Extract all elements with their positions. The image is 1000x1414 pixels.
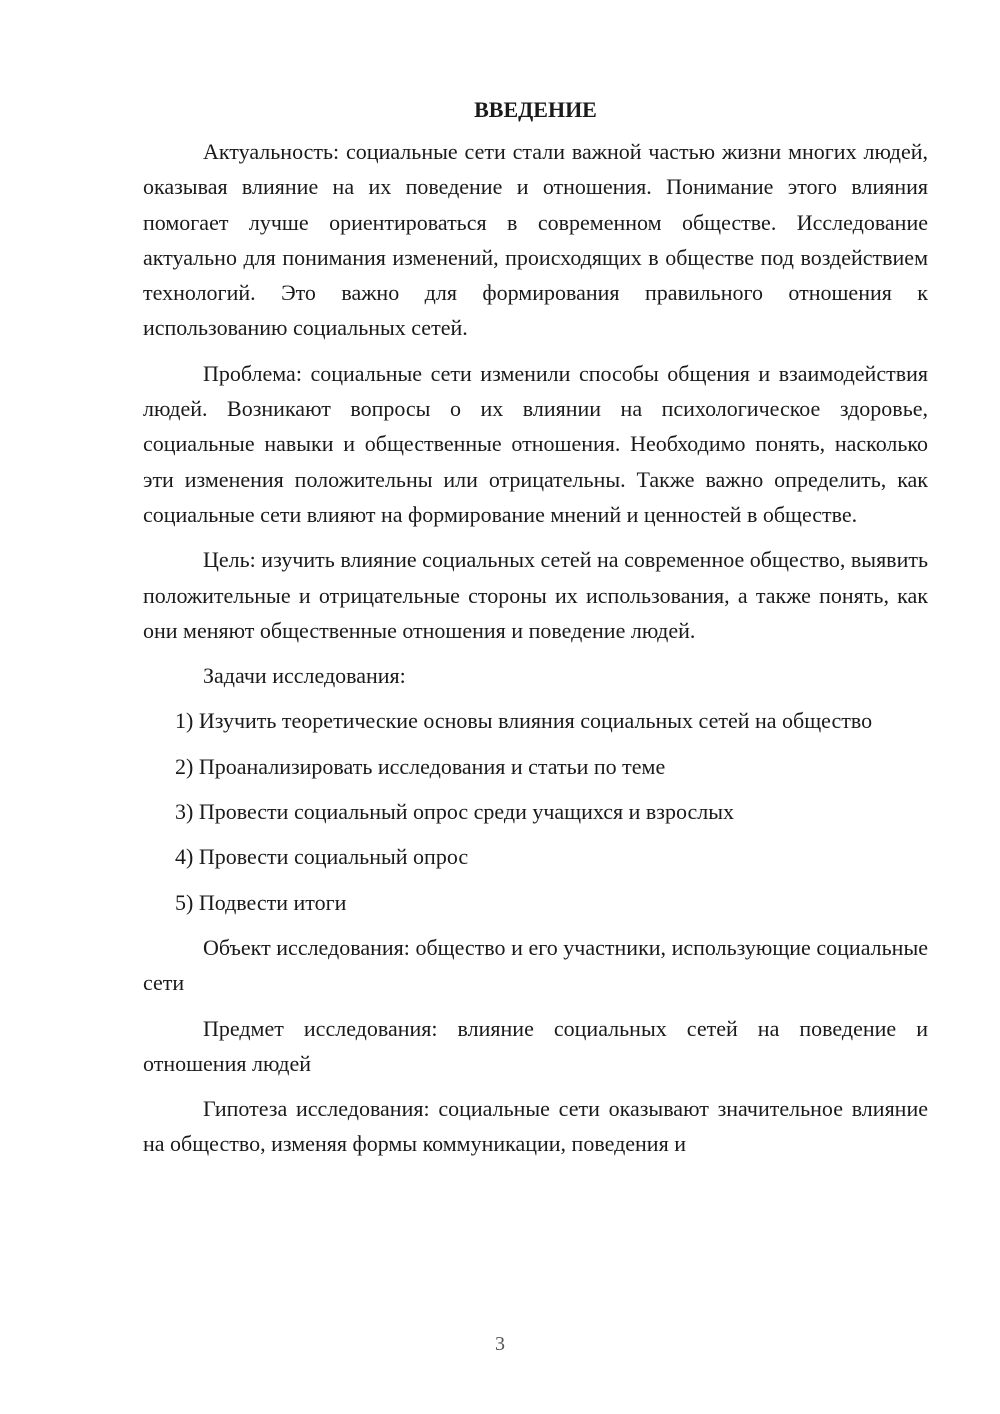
page-content	[143, 92, 928, 1172]
tasks-title: Задачи исследования:	[203, 663, 406, 689]
goal-paragraph: Цель: изучить влияние социальных сетей на современное общество, выявить положительные и отрицательные стороны их использования, а также понять, как они меняют общественные отношения и поведение людей.	[143, 547, 928, 643]
page-number: 3	[495, 1333, 505, 1355]
task-item-1: 1) Изучить теоретические основы влияния социальных сетей на общество	[175, 708, 873, 734]
hypothesis-paragraph: Гипотеза исследования: социальные сети оказывают значительное влияние на общество, изменяя формы коммуникации, поведения и	[143, 1096, 928, 1157]
problem-paragraph: Проблема: социальные сети изменили способы общения и взаимодействия людей. Возникают вопросы о их влиянии на психологическое здоровье, социальные навыки и общественные отношения. Необходимо понять, насколько эти изменения положительны или отрицательны. Также важно определить, как социальные сети влияют на формирование мнений и ценностей в обществе.	[143, 360, 928, 527]
relevance-paragraph: Актуальность: социальные сети стали важной частью жизни многих людей, оказывая влияние на их поведение и отношения. Понимание этого влияния помогает лучше ориентироваться в современном обществе. Исследование актуально для понимания изменений, происходящих в обществе под воздействием технологий. Это важно для формирования правильного отношения к использованию социальных сетей.	[143, 139, 928, 341]
task-item-3: 3) Провести социальный опрос среди учащихся и взрослых	[175, 799, 735, 825]
task-item-5: 5) Подвести итоги	[175, 889, 347, 915]
task-item-2: 2) Проанализировать исследования и статьи по теме	[175, 753, 666, 779]
subject-paragraph: Предмет исследования: влияние социальных сетей на поведение и отношения людей	[143, 1015, 928, 1076]
object-paragraph: Объект исследования: общество и его участники, использующие социальные сети	[143, 934, 928, 996]
task-item-4: 4) Провести социальный опрос	[175, 844, 469, 870]
page-heading: ВВЕДЕНИЕ	[474, 97, 597, 122]
